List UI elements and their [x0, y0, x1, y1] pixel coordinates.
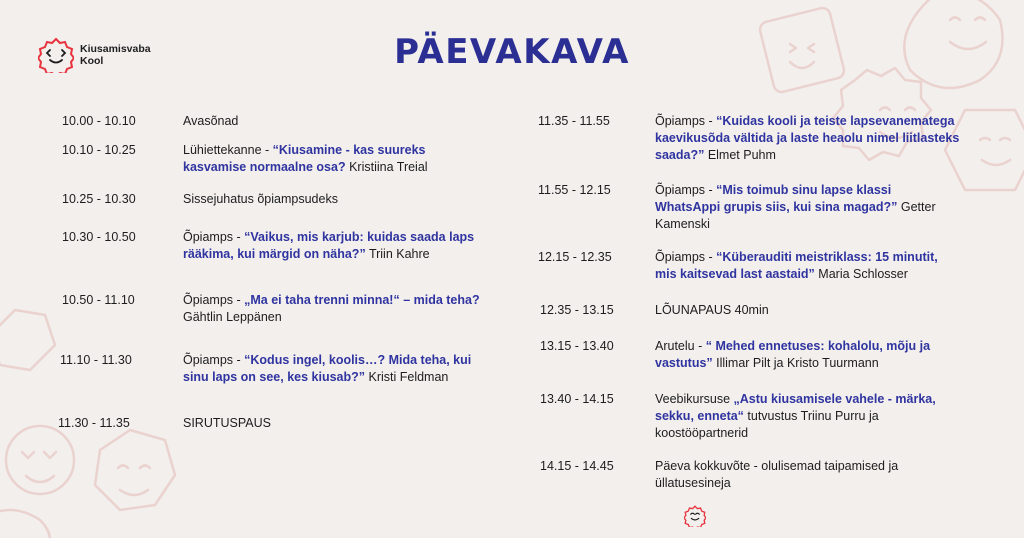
- item-text: Avasõnad: [183, 114, 239, 128]
- item-text: Päeva kokkuvõte - olulisemad taipamised ja üllatusesineja: [655, 459, 899, 490]
- schedule-item: [183, 113, 483, 130]
- schedule-time: 10.10 - 10.25: [62, 143, 136, 157]
- schedule-item: [183, 229, 483, 263]
- schedule-item: [183, 415, 483, 432]
- schedule-time: 10.25 - 10.30: [62, 192, 136, 206]
- session-title: “Küberauditi meistriklass: 15 minutit, mis kaitsevad last aastaid”: [655, 250, 938, 281]
- page-title: PÄEVAKAVA: [394, 32, 630, 72]
- schedule-item: [655, 458, 945, 492]
- schedule-item: [183, 352, 483, 386]
- session-title: „Ma ei taha trenni minna!“ – mida teha?: [244, 293, 480, 307]
- speaker-name: Kristi Feldman: [365, 370, 449, 384]
- session-title: “Mis toimub sinu lapse klassi WhatsAppi grupis siis, kui sina magad?”: [655, 183, 898, 214]
- smiley-badge-icon: [684, 505, 706, 527]
- item-text: Arutelu -: [655, 339, 706, 353]
- schedule-time: 11.10 - 11.30: [60, 353, 132, 367]
- item-text: Õpiamps -: [183, 230, 245, 244]
- schedule-item: [655, 113, 970, 164]
- schedule-time: 13.40 - 14.15: [540, 392, 614, 406]
- schedule-item: [183, 191, 483, 208]
- schedule-time: 10.50 - 11.10: [62, 293, 135, 307]
- item-text: Õpiamps -: [655, 183, 717, 197]
- schedule-item: [655, 249, 955, 283]
- schedule-item: [183, 292, 483, 326]
- item-text: LÕUNAPAUS 40min: [655, 303, 769, 317]
- session-title: “Kodus ingel, koolis…? Mida teha, kui sinu laps on see, kes kiusab?”: [183, 353, 472, 384]
- schedule-time: 11.35 - 11.55: [538, 114, 610, 128]
- item-text: Lühiettekanne -: [183, 143, 273, 157]
- schedule-time: 12.35 - 13.15: [540, 303, 614, 317]
- schedule-item: [655, 302, 955, 319]
- speaker-name: tutvustus Triinu Purru ja koostööpartnerid: [655, 409, 879, 440]
- brand-line-2: Kool: [80, 55, 104, 67]
- session-title: “Kuidas kooli ja teiste lapsevanematega kaevikusõda vältida ja laste heaolu nimel liitlasteks saada?”: [655, 114, 960, 162]
- schedule-item: [655, 391, 950, 442]
- schedule-time: 11.30 - 11.35: [58, 416, 130, 430]
- item-text: SIRUTUSPAUS: [183, 416, 271, 430]
- speaker-name: Kristiina Treial: [345, 160, 428, 174]
- speaker-name: Illimar Pilt ja Kristo Tuurmann: [712, 356, 879, 370]
- session-title: “Kiusamine - kas suureks kasvamise normaalne osa?: [183, 143, 426, 174]
- schedule-time: 11.55 - 12.15: [538, 183, 611, 197]
- speaker-name: Getter Kamenski: [655, 200, 936, 231]
- speaker-name: Maria Schlosser: [814, 267, 908, 281]
- schedule-time: 13.15 - 13.40: [540, 339, 614, 353]
- speaker-name: Triin Kahre: [365, 247, 430, 261]
- item-text: Õpiamps -: [183, 293, 245, 307]
- schedule-time: 10.30 - 10.50: [62, 230, 136, 244]
- session-title: “ Mehed ennetuses: kohalolu, mõju ja vastutus”: [655, 339, 931, 370]
- session-title: “Vaikus, mis karjub: kuidas saada laps rääkima, kui märgid on näha?”: [183, 230, 475, 261]
- item-text: Õpiamps -: [655, 114, 717, 128]
- brand-line-1: Kiusamisvaba: [80, 43, 151, 55]
- speaker-name: Elmet Puhm: [704, 148, 776, 162]
- schedule-time: 12.15 - 12.35: [538, 250, 612, 264]
- schedule-item: [655, 338, 945, 372]
- item-text: Veebikursuse: [655, 392, 734, 406]
- item-text: Õpiamps -: [183, 353, 245, 367]
- session-title: „Astu kiusamisele vahele - märka, sekku, enneta“: [655, 392, 936, 423]
- schedule-item: [655, 182, 955, 233]
- schedule-item: [183, 142, 483, 176]
- schedule-time: 10.00 - 10.10: [62, 114, 136, 128]
- item-text: Sissejuhatus õpiampsudeks: [183, 192, 338, 206]
- speaker-name: Gähtlin Leppänen: [183, 310, 282, 324]
- schedule-time: 14.15 - 14.45: [540, 459, 614, 473]
- item-text: Õpiamps -: [655, 250, 717, 264]
